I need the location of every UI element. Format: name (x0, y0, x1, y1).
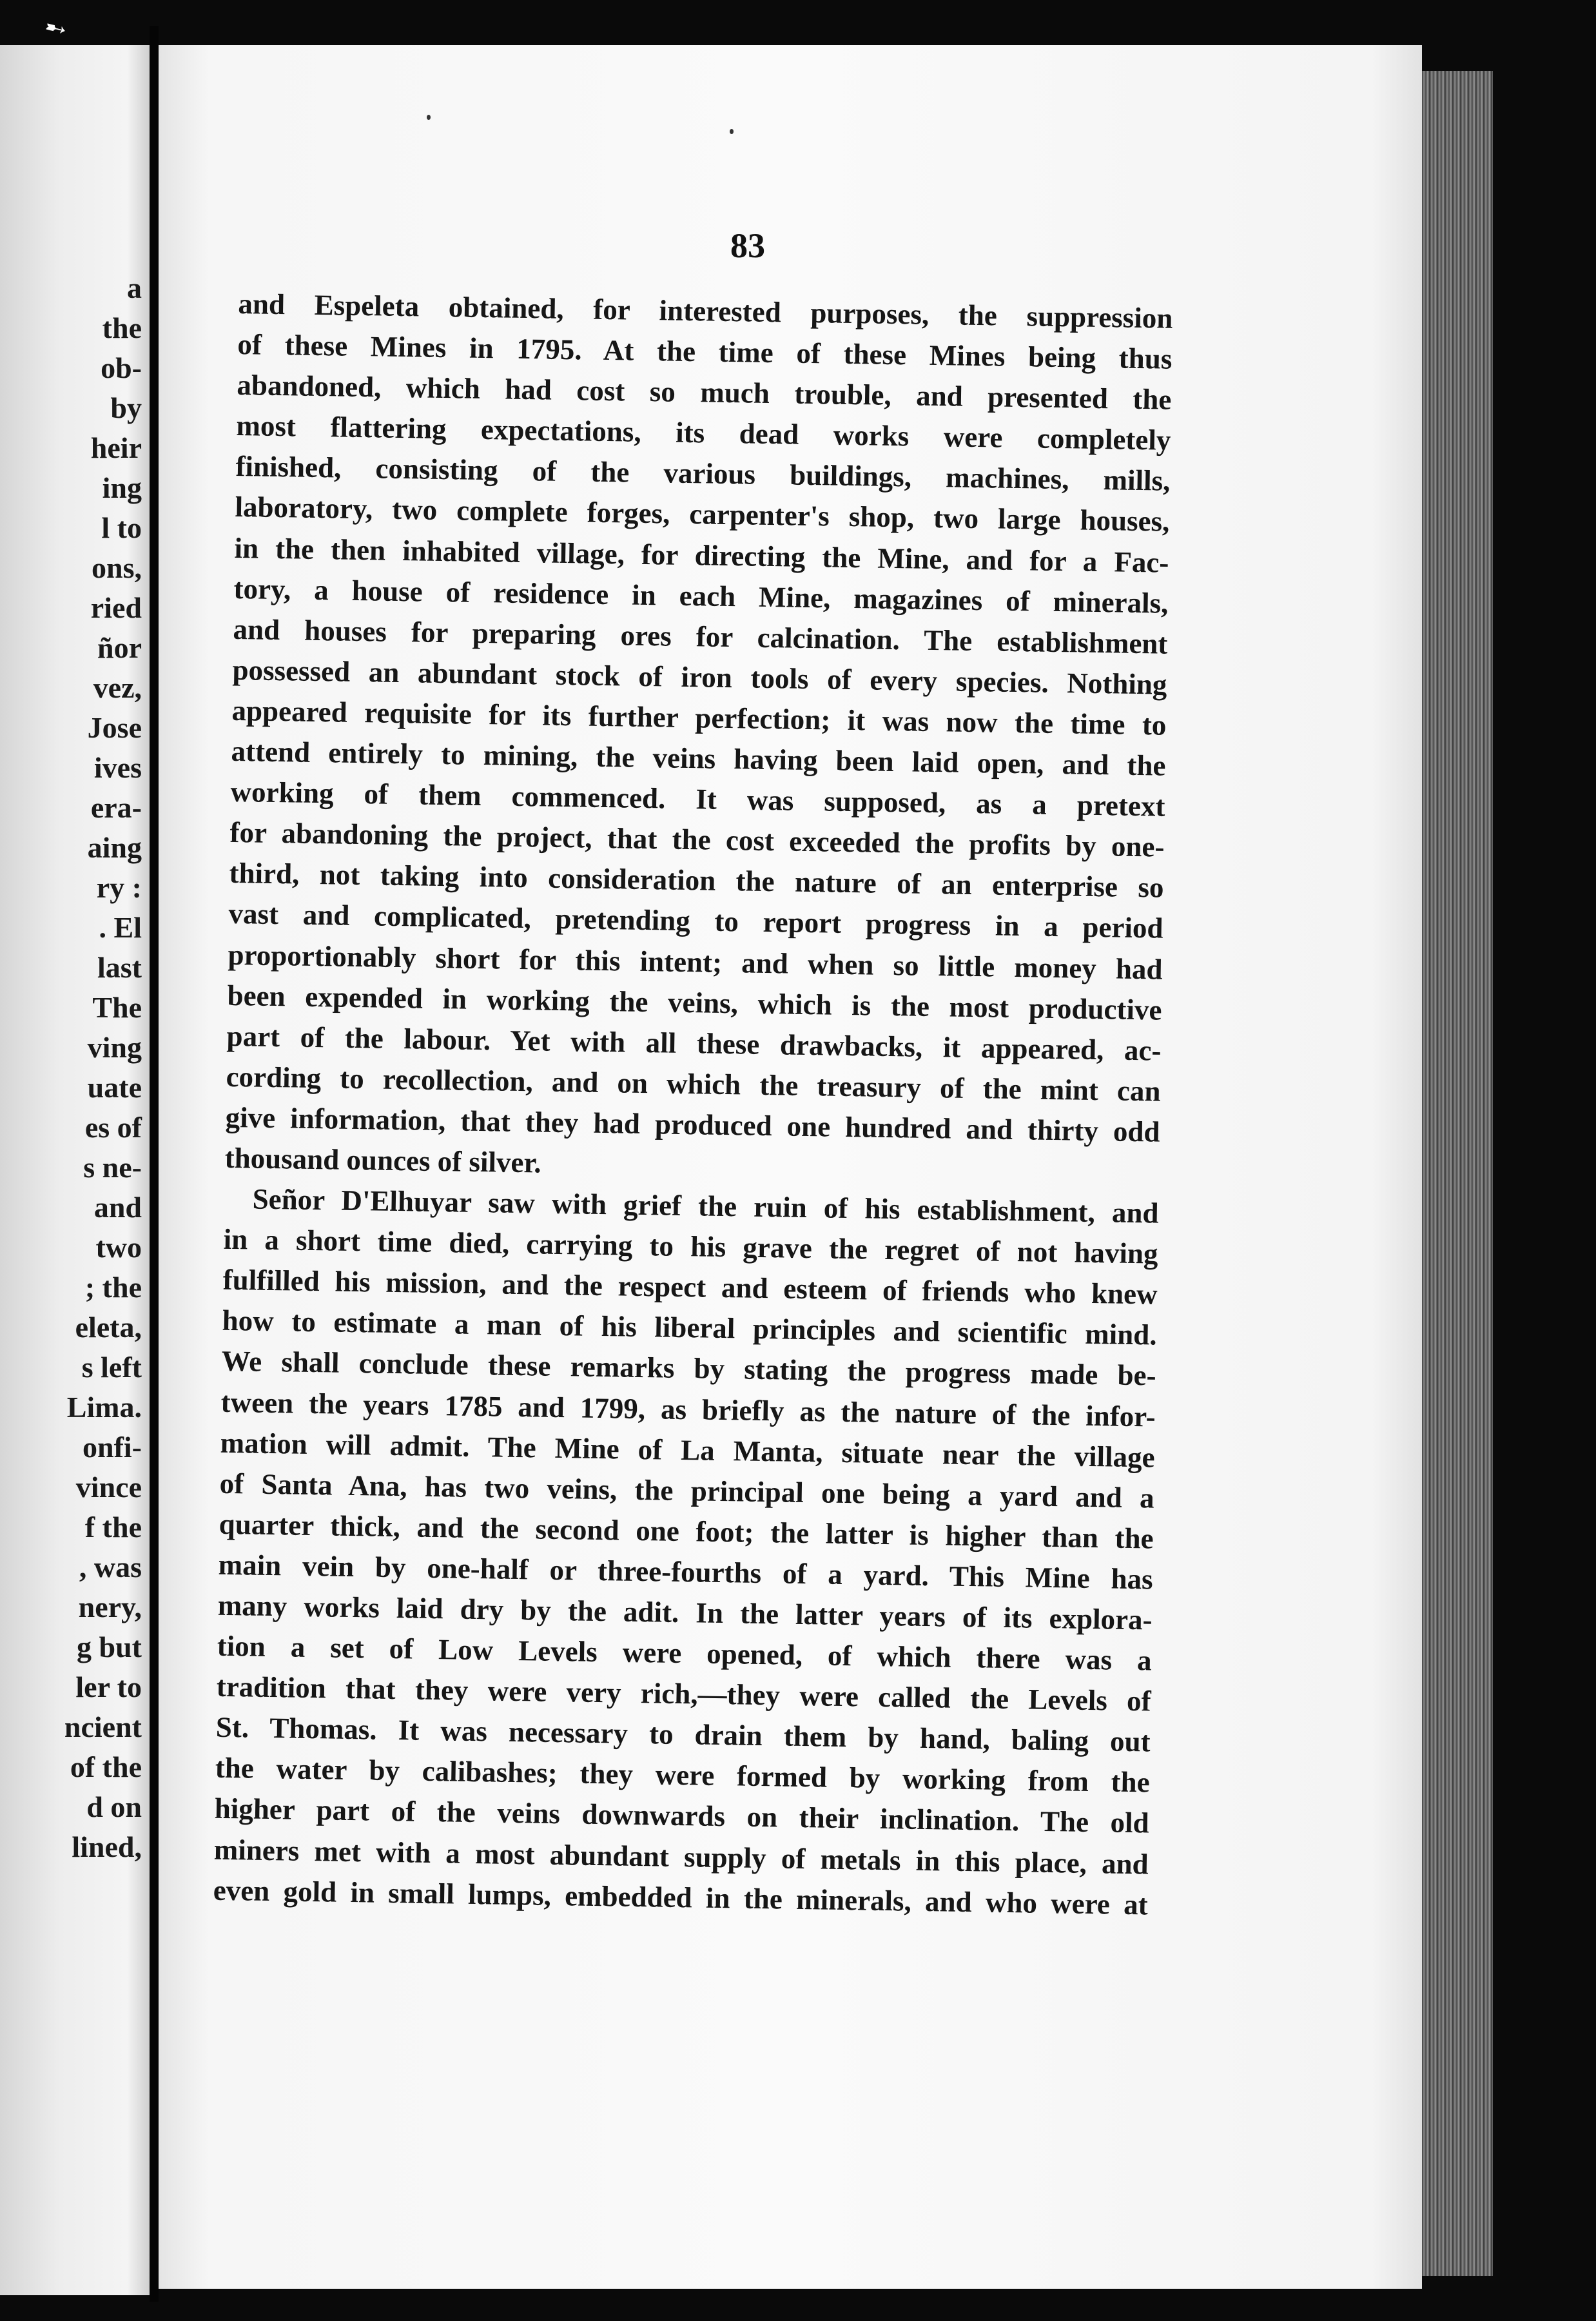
text-line: tween the years 1785 and 1799, as briefly as the nature of the infor- (220, 1386, 1156, 1433)
text-line: fulfilled his mission, and the respect and esteem of friends who knew (222, 1264, 1158, 1311)
text-line: of Santa Ana, has two veins, the principal one being a yard and a (219, 1467, 1154, 1514)
left-page-fragment: ; the (84, 1271, 142, 1304)
left-page-fragment: ry : (96, 871, 142, 904)
speck (427, 115, 431, 120)
text-line: main vein by one-half or three-fourths of a yard. This Mine has (218, 1548, 1154, 1596)
text-line: Señor D'Elhuyar saw with grief the ruin of his establishment, and (252, 1182, 1159, 1229)
book-gutter (150, 26, 159, 2302)
left-page-fragment: ives (93, 751, 142, 784)
text-line: in a short time died, carrying to his grave the regret of not having (223, 1222, 1158, 1270)
left-page-fragment: vince (75, 1471, 142, 1503)
text-line: miners met with a most abundant supply of metals in this place, and (213, 1833, 1149, 1881)
page-edges (1422, 71, 1493, 2276)
left-page-fragment: l to (101, 511, 142, 544)
left-page-fragment: ing (102, 471, 142, 504)
page-number: 83 (730, 226, 765, 265)
text-line: how to estimate a man of his liberal principles and scientific mind. (222, 1304, 1157, 1351)
left-page-fragment: s left (81, 1351, 142, 1384)
text-line: many works laid dry by the adit. In the latter years of its explora- (217, 1589, 1153, 1636)
text-line: quarter thick, and the second one foot; the latter is higher than the (219, 1507, 1154, 1555)
text-line: cording to recollection, and on which the treasury of the mint can (226, 1060, 1161, 1108)
text-line: of these Mines in 1795. At the time of these Mines being thus (237, 328, 1173, 375)
left-page-fragment: eleta, (75, 1311, 142, 1344)
text-line: mation will admit. The Mine of La Manta, situate near the village (220, 1426, 1155, 1474)
left-page-fragment: lined, (72, 1830, 142, 1863)
left-page-fragment: ving (87, 1031, 142, 1064)
left-page-fragment: aing (87, 831, 142, 864)
text-line: and Espeleta obtained, for interested purposes, the suppression (238, 287, 1173, 335)
text-line: third, not taking into consideration the nature of an enterprise so (229, 857, 1164, 904)
left-page-fragment: g but (77, 1631, 142, 1663)
text-line: in the then inhabited village, for directing the Mine, and for a Fac- (234, 531, 1169, 579)
left-page-fragment: of the (70, 1750, 142, 1783)
text-line: higher part of the veins downwards on their inclination. The old (214, 1792, 1150, 1839)
text-line: tion a set of Low Levels were opened, of which there was a (217, 1629, 1153, 1677)
text-line: vast and complicated, pretending to report progress in a period (228, 897, 1163, 945)
text-line: give information, that they had produced one hundred and thirty odd (225, 1101, 1160, 1148)
left-page-fragment: . El (99, 911, 142, 944)
text-line: the water by calibashes; they were formed by working from the (215, 1752, 1151, 1799)
body-text (213, 284, 1173, 1925)
left-page-fragment: ried (90, 591, 142, 624)
left-page-fragment: last (97, 951, 142, 984)
left-page-fragment: Lima. (66, 1391, 142, 1424)
text-line: We shall conclude these remarks by stating the progress made be- (221, 1345, 1156, 1393)
left-page-fragment: and (93, 1191, 142, 1224)
left-page-fragment: Jose (87, 711, 142, 744)
text-line: for abandoning the project, that the cost exceeded the profits by one- (229, 816, 1165, 863)
left-page-fragment: era- (90, 791, 142, 824)
text-line: most flattering expectations, its dead works were completely (236, 409, 1171, 457)
left-page-fragment: ncient (64, 1710, 142, 1743)
text-line: attend entirely to mining, the veins having been laid open, and the (231, 734, 1166, 782)
left-page-fragment: ñor (97, 631, 142, 664)
left-page-fragment: the (102, 311, 142, 344)
text-line: been expended in working the veins, which is the most productive (227, 979, 1162, 1026)
left-page-fragment: s ne- (83, 1151, 142, 1184)
left-page-fragment: ob- (101, 351, 142, 384)
text-line: St. Thomas. It was necessary to drain them by hand, baling out (215, 1711, 1151, 1758)
text-line: part of the labour. Yet with all these drawbacks, it appeared, ac- (226, 1019, 1162, 1067)
left-page-fragment: f the (84, 1511, 142, 1543)
speck (730, 129, 734, 134)
text-line: possessed an abundant stock of iron tools of every species. Nothing (232, 653, 1167, 701)
text-line: tory, a house of residence in each Mine, magazines of minerals, (233, 572, 1169, 620)
left-page-fragment: vez, (93, 671, 142, 704)
text-line: abandoned, which had cost so much trouble, and presented the (237, 369, 1172, 416)
left-page-fragment: two (95, 1231, 142, 1264)
left-page-fragment: heir (90, 431, 142, 464)
left-page-fragment: es of (84, 1111, 142, 1144)
left-facing-page (0, 45, 150, 2295)
left-page-fragment: ler to (75, 1670, 142, 1703)
left-page-fragment: uate (87, 1071, 142, 1104)
left-page-fragment: nery, (78, 1591, 142, 1623)
text-line: even gold in small lumps, embedded in the minerals, and who were at (213, 1874, 1149, 1921)
text-line: tradition that they were very rich,—they were called the Levels of (216, 1670, 1152, 1718)
text-line: finished, consisting of the various buildings, machines, mills, (235, 450, 1171, 498)
left-page-fragment: a (127, 271, 142, 304)
text-line: and houses for preparing ores for calcination. The establishment (233, 612, 1168, 660)
text-line: proportionably short for this intent; and when so little money had (228, 938, 1163, 986)
text-line: appeared requisite for its further perfection; it was now the time to (231, 694, 1167, 741)
left-page-fragment: by (110, 391, 142, 424)
text-line: thousand ounces of silver. (224, 1141, 541, 1179)
left-page-fragment: The (92, 991, 142, 1024)
text-line: laboratory, two complete forges, carpenter's shop, two large houses, (235, 491, 1170, 538)
left-page-fragment: onfi- (83, 1431, 142, 1464)
text-line: working of them commenced. It was supposed, as a pretext (230, 776, 1165, 823)
scan-mark: ➸ (42, 11, 70, 45)
left-page-fragment: d on (86, 1790, 142, 1823)
left-page-fragment: , was (79, 1551, 142, 1583)
left-page-fragment: ons, (92, 551, 142, 584)
